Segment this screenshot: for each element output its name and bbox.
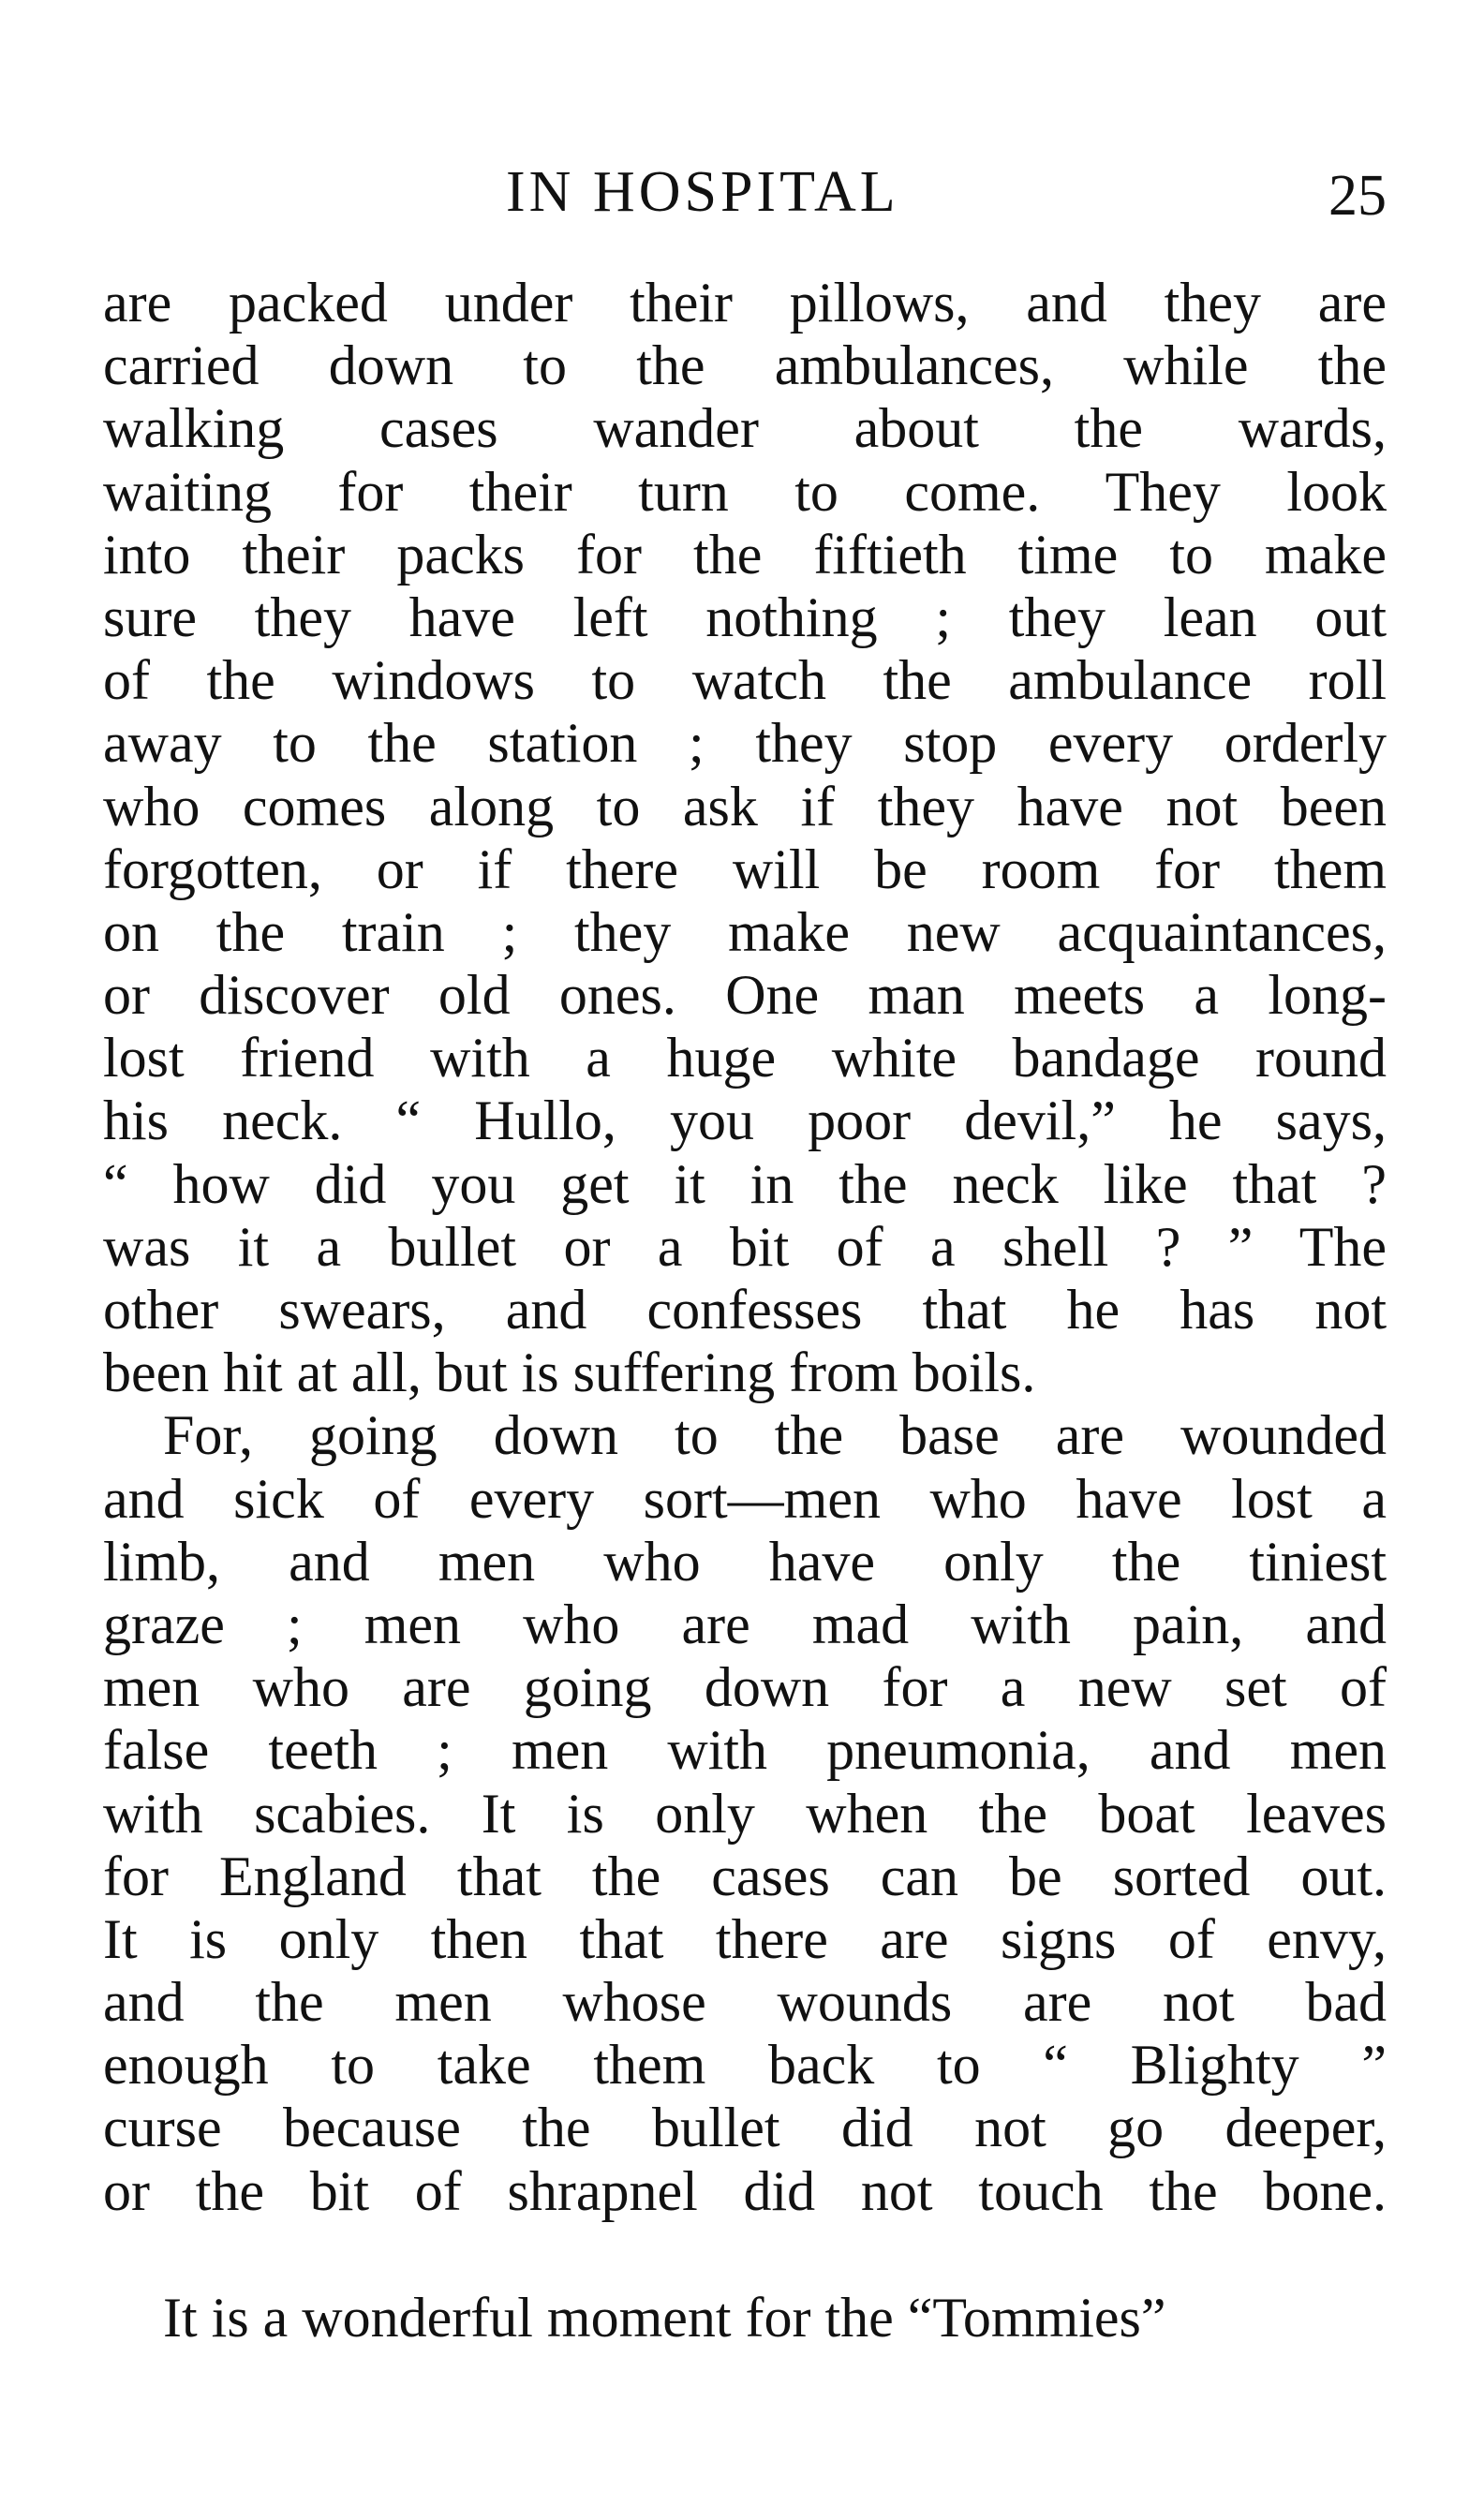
text-line: For, going down to the base are wounded bbox=[163, 1404, 1387, 1467]
text-line: or discover old ones. One man meets a long- bbox=[103, 964, 1387, 1027]
text-line: false teeth ; men with pneumonia, and men bbox=[103, 1719, 1387, 1782]
paragraph-3 bbox=[103, 2287, 1387, 2350]
text-line: and the men whose wounds are not bad bbox=[103, 1971, 1387, 2034]
text-line: It is a wonderful moment for the “Tommies” bbox=[163, 2286, 1166, 2349]
text-line: of the windows to watch the ambulance roll bbox=[103, 649, 1387, 712]
text-line: his neck. “ Hullo, you poor devil,” he says, bbox=[103, 1090, 1387, 1152]
text-line: on the train ; they make new acquaintances, bbox=[103, 900, 1387, 963]
text-line: been hit at all, but is suffering from boils. bbox=[103, 1342, 1036, 1404]
text-line: are packed under their pillows, and they are bbox=[103, 272, 1387, 334]
text-line: men who are going down for a new set of bbox=[103, 1656, 1387, 1719]
text-line: sure they have left nothing ; they lean out bbox=[103, 586, 1387, 648]
text-line: enough to take them back to “ Blighty ” bbox=[103, 2034, 1387, 2097]
text-line: and sick of every sort—men who have lost a bbox=[103, 1467, 1387, 1530]
text-line: graze ; men who are mad with pain, and bbox=[103, 1593, 1387, 1655]
text-line: away to the station ; they stop every orderly bbox=[103, 712, 1387, 775]
text-line: or the bit of shrapnel did not touch the bone. bbox=[103, 2159, 1387, 2222]
text-line: curse because the bullet did not go deeper, bbox=[103, 2097, 1387, 2159]
paragraph-2 bbox=[103, 1404, 1387, 2222]
text-line: with scabies. It is only when the boat leaves bbox=[103, 1782, 1387, 1845]
text-line: limb, and men who have only the tiniest bbox=[103, 1530, 1387, 1593]
paragraph-gap bbox=[103, 2223, 1387, 2287]
body-text bbox=[103, 272, 1387, 2350]
text-line: lost friend with a huge white bandage round bbox=[103, 1027, 1387, 1090]
page-number: 25 bbox=[1328, 164, 1387, 228]
text-line: “ how did you get it in the neck like that ? bbox=[103, 1152, 1387, 1215]
text-line: other swears, and confesses that he has not bbox=[103, 1279, 1387, 1341]
running-head bbox=[0, 150, 1484, 234]
text-line: into their packs for the fiftieth time to make bbox=[103, 523, 1387, 586]
text-line: was it a bullet or a bit of a shell ? ” The bbox=[103, 1215, 1387, 1278]
text-line: It is only then that there are signs of envy, bbox=[103, 1907, 1387, 1970]
text-line: walking cases wander about the wards, bbox=[103, 397, 1387, 460]
text-line: for England that the cases can be sorted out. bbox=[103, 1845, 1387, 1907]
running-head-title: IN HOSPITAL bbox=[506, 160, 899, 224]
paragraph-1 bbox=[103, 272, 1387, 1404]
text-line: who comes along to ask if they have not been bbox=[103, 775, 1387, 838]
text-line: waiting for their turn to come. They look bbox=[103, 460, 1387, 523]
text-line: forgotten, or if there will be room for them bbox=[103, 838, 1387, 900]
text-line: carried down to the ambulances, while the bbox=[103, 334, 1387, 397]
